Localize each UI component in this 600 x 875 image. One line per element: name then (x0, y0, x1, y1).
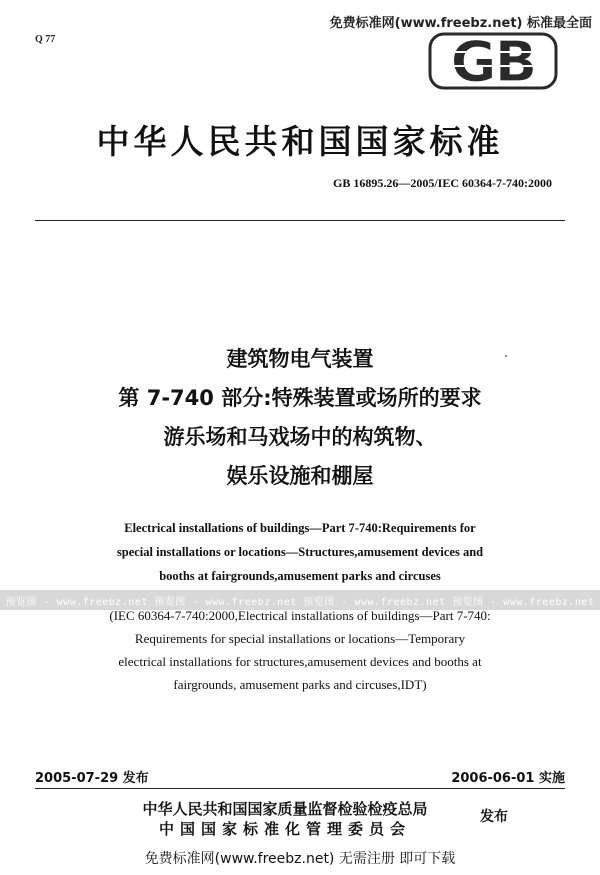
publish-label: 发布 (480, 809, 508, 825)
chinese-title-line-4: 娱乐设施和棚屋 (226, 464, 374, 488)
chinese-title-line-3: 游乐场和马戏场中的构筑物、 (163, 425, 437, 449)
site-footer: 免费标准网(www.freebz.net) 无需注册 即可下载 (144, 851, 456, 867)
issuer-line-1: 中华人民共和国国家质量监督检验检疫总局 (142, 800, 428, 818)
english-title-line-3: booths at fairgrounds,amusement parks and circuses (159, 569, 441, 583)
gb-logo (428, 30, 558, 90)
implementation-date: 2006-06-01 实施 (451, 771, 565, 786)
iec-reference-line-1: (IEC 60364-7-740:2000,Electrical installations of buildings—Part 7-740: (109, 608, 491, 623)
document-main-title: 中华人民共和国国家标准 (96, 122, 504, 161)
footer-divider (35, 788, 565, 789)
watermark-text: 预览图 - www.freebz.net 预览图 - www.freebz.net 预览图 - www.freebz.net 预览图 - www.freebz.net (5, 597, 595, 608)
iec-reference-line-4: fairgrounds, amusement parks and circuses,IDT) (173, 677, 427, 692)
chinese-title-line-2: 第 7-740 部分:特殊装置或场所的要求 (118, 386, 482, 410)
iec-reference-line-2: Requirements for special installations or locations—Temporary (134, 631, 466, 646)
header-divider (35, 220, 565, 221)
english-title-line-1: Electrical installations of buildings—Part 7-740:Requirements for (124, 521, 476, 535)
chinese-title-line-1: 建筑物电气装置 (226, 347, 374, 371)
site-banner: 免费标准网(www.freebz.net) 标准最全面 (329, 16, 592, 31)
issuer-line-2: 中国国家标准化管理委员会 (158, 820, 411, 838)
iec-reference-line-3: electrical installations for structures,amusement devices and booths at (118, 654, 482, 669)
issue-date: 2005-07-29 发布 (35, 771, 149, 786)
standard-number: GB 16895.26—2005/IEC 60364-7-740:2000 (333, 176, 552, 190)
classification-code: Q 77 (35, 34, 56, 45)
english-title-line-2: special installations or locations—Structures,amusement devices and (116, 545, 484, 559)
gb-logo-text: GB (450, 30, 536, 90)
